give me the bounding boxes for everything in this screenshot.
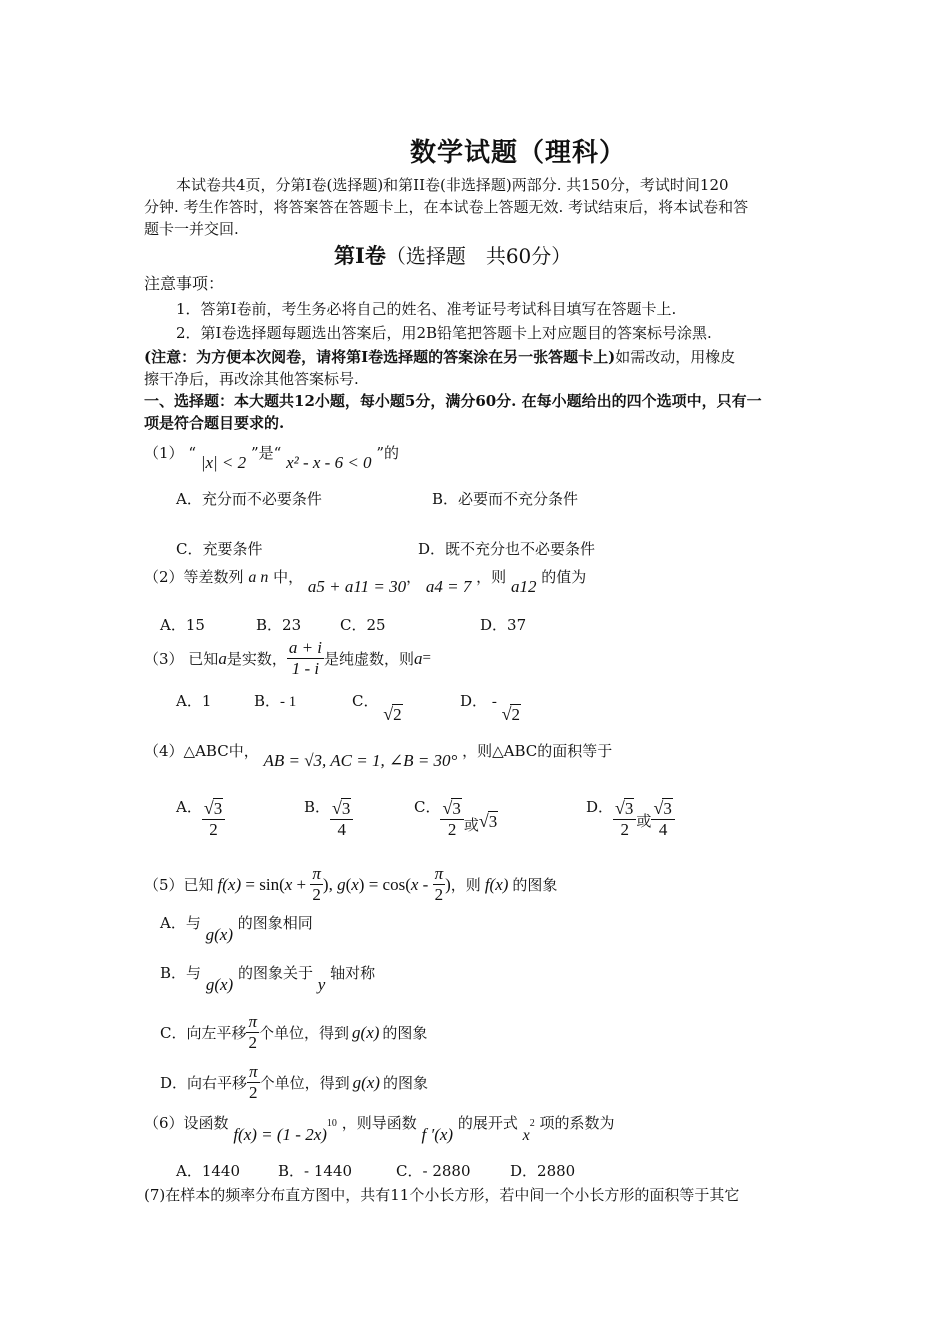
q4-c-den: 2 [447,820,457,839]
q5-option-c-text-a: C．向左平移 [160,1024,247,1042]
q1-option-a: A．充分而不必要条件 [176,490,322,508]
q4-option-d-fraction-2: √ 3 4 [651,798,674,840]
q4-text-b: ，则△ABC的面积等于 [462,742,613,760]
q4-option-c [414,796,498,840]
q1-text-1: “ [188,444,196,462]
intro-line-1: 本试卷共4页，分第I卷(选择题)和第II卷(非选择题)两部分. 共150分，考试时间120 [176,176,729,194]
q2-target: a12 [510,577,537,596]
q5-option-d [160,1062,428,1103]
q6-equation: f(x) = (1 - 2x) [233,1125,327,1144]
q4-option-b [304,796,353,840]
q5-option-c-fraction [246,1012,259,1053]
notice-item-3-line-2: 擦干净后，再改涂其他答案标号. [144,370,359,388]
q4-option-d-or: 或 [636,812,652,830]
q4-d-num1: 3 [624,799,634,818]
question-4-stem [144,740,613,770]
q3-fraction-denominator: 1 - i [291,659,320,678]
q3-option-d-sqrt: √ 2 [501,704,520,724]
section-title-rest: （选择题 共60分） [385,244,572,268]
q3-option-c-sqrt: √ 2 [383,704,402,724]
q6-option-c: C．- 2880 [396,1162,471,1180]
q5-option-c [160,1012,427,1053]
q3-option-c-value: 2 [393,705,402,724]
q6-option-d: D．2880 [510,1162,576,1180]
q5-stem-pi-2: π [434,864,444,883]
intro-line-3: 题卡一并交回. [144,220,239,238]
q4-option-b-label: B． [304,798,331,816]
q5-option-d-two: 2 [249,1083,258,1102]
q4-b-num: 3 [341,799,351,818]
q6-option-b: B．- 1440 [278,1162,353,1180]
part1-line-2: 项是符合题目要求的. [144,414,285,432]
q5-option-c-two: 2 [248,1033,257,1052]
q6-exponent: 10 [326,1118,337,1129]
q5-text-a: （5）已知 [144,876,214,894]
notice-item-3-bold: (注意：为方便本次阅卷，请将第Ⅰ卷选择题的答案涂在另一张答题卡上) [144,348,616,366]
q1-number: （1） [144,444,184,462]
q5-option-b-text-b: 的图象关于 [237,964,313,982]
q5-option-d-fraction [247,1062,260,1103]
q2-option-b: B．23 [256,616,302,634]
q2-equation-1: a5 + a11 = 30 [307,577,407,596]
q6-text-a: （6）设函数 [144,1114,229,1132]
q4-c-num: 3 [452,799,461,818]
q4-d-den1: 2 [620,820,629,839]
q4-option-a-fraction: √ 3 2 [202,798,225,840]
q5-fx-1: f(x) [217,874,242,894]
q5-option-a-text-b: 的图象相同 [237,914,313,932]
q5-option-c-text-c: 的图象 [382,1024,428,1042]
q2-text-b: 中， [273,568,304,586]
q1-condition-1: |x| < 2 [200,453,247,472]
question-5-stem: （5）已知 f(x) = sin(x + $\frac{\pi}{2}$ ), g(x) = cos(x - $\frac{\pi}{2}$ ) ，则 f(x) 的图象 [144,864,558,904]
intro-line-2: 分钟. 考生作答时，将答案答在答题卡上，在本试卷上答题无效. 考试结束后，将本试卷和答 [144,198,749,216]
q4-condition: AB = √3, AC = 1, ∠B = 30° [263,751,458,770]
q4-option-c-or: 或 [463,816,479,834]
q3-option-a: A．1 [176,692,212,710]
q1-option-c: C．充要条件 [176,540,263,558]
q5-option-d-gx: g(x) [352,1072,380,1092]
q5-option-b-gx: g(x) [205,975,234,994]
q5-option-b-text-c: 轴对称 [330,964,376,982]
q5-stem-fraction-2 [433,864,446,905]
q3-option-b-label: B． [254,692,281,710]
q4-option-c-sqrt: √ 3 [478,811,498,831]
q1-option-d: D．既不充分也不必要条件 [418,540,596,558]
q3-variable-2: a [414,648,423,668]
q2-option-d: D．37 [480,616,527,634]
q4-d-den2: 4 [658,820,668,839]
q5-option-c-gx: g(x) [352,1022,380,1042]
q4-option-a-label: A． [176,798,202,816]
q3-option-b-value: - 1 [280,694,297,710]
q2-text-d: 的值为 [541,568,587,586]
q3-variable: a [218,648,227,668]
q4-text-a: （4）△ABC中， [144,742,259,760]
q2-text-c: ，则 [476,568,507,586]
page-title: 数学试题（理科） [410,138,627,168]
notice-heading: 注意事项： [144,274,225,293]
notice-item-3-rest: 如需改动，用橡皮 [615,348,736,366]
q2-equation-2: a4 = 7 [425,577,472,596]
q3-option-b [254,690,296,711]
q6-x-exponent: 2 [529,1118,535,1129]
q5-option-d-pi: π [249,1062,258,1081]
q5-stem-two-1: 2 [312,885,321,904]
q3-text-b: 是实数， [226,650,287,668]
q2-sequence: a n [248,569,269,586]
q4-d-num2: 3 [663,799,672,818]
q4-a-den: 2 [209,820,218,839]
q6-fprime: f ′(x) [421,1125,454,1144]
section-title-bold: 第Ⅰ卷 [334,243,386,268]
question-3-stem: （3） 已知 a 是实数， $\frac{a + i}{1 - i}$ 是纯虚数，则 a = [144,638,432,678]
question-2-stem: （2）等差数列 a n 中， a5 + a11 = 30， a4 = 7 ，则 a12 的值为 [144,568,587,596]
q1-text-2: ”是“ [250,444,282,462]
q4-c-val: 3 [488,812,498,831]
section-heading [334,240,571,270]
q5-option-d-text-c: 的图象 [382,1074,428,1092]
q1-option-b: B．必要而不充分条件 [432,490,579,508]
q4-option-a [176,796,225,840]
q4-option-b-fraction: √ 3 4 [330,798,353,840]
q6-text-c: 的展开式 [457,1114,518,1132]
notice-item-3 [144,346,735,368]
q3-option-d: D． - √ 2 [460,692,520,724]
q3-option-c-label: C． [352,692,379,710]
q3-option-c [352,690,403,724]
part1-line-1: 一、选择题：本大题共12小题，每小题5分，满分60分. 在每小题给出的四个选项中，只有一 [144,392,762,410]
q5-stem-fraction-1 [310,864,323,905]
q6-option-a: A．1440 [176,1162,241,1180]
q4-a-num: 3 [213,799,223,818]
q3-text-a: （3） 已知 [144,650,219,668]
q3-option-d-label: D． [460,692,488,710]
q5-option-b-y: y [317,975,326,994]
q4-option-c-fraction: √ 3 2 [440,798,463,840]
q5-option-b-text-a: B．与 [160,964,202,982]
q4-b-den: 4 [337,820,346,839]
q1-text-3: ”的 [376,444,399,462]
q5-option-a [160,912,313,944]
q5-option-a-text-a: A．与 [160,914,201,932]
q2-option-c: C．25 [340,616,386,634]
q5-stem-two-2: 2 [434,885,444,904]
q1-condition-2: x² - x - 6 < 0 [286,453,372,472]
q6-x: x [522,1127,530,1144]
q5-option-a-gx: g(x) [205,925,233,944]
q5-option-c-pi: π [248,1012,258,1031]
notice-item-2: 2．第Ⅰ卷选择题每题选出答案后，用2B铅笔把答题卡上对应题目的答案标号涂黑. [176,324,712,342]
q6-text-d: 项的系数为 [539,1114,615,1132]
q6-text-b: ，则导函数 [341,1114,417,1132]
q3-text-c: 是纯虚数，则 [324,650,415,668]
question-6-stem [144,1112,615,1144]
question-7-line-1: (7)在样本的频率分布直方图中，共有11个小长方形，若中间一个小长方形的面积等于其它 [144,1186,740,1204]
q4-option-d [586,796,675,840]
q5-option-b [160,962,376,994]
q3-fraction [287,638,324,679]
q4-option-d-label: D． [586,798,614,816]
q5-text-c: 的图象 [512,876,558,894]
q2-option-a: A．15 [160,616,205,634]
q5-option-d-text-b: 个单位，得到 [259,1074,350,1092]
q5-option-d-text-a: D．向右平移 [160,1074,248,1092]
q5-stem-pi-1: π [312,864,321,883]
q2-text-a: （2）等差数列 [144,568,244,586]
q5-option-c-text-b: 个单位，得到 [259,1024,350,1042]
notice-item-1: 1．答第Ⅰ卷前，考生务必将自己的姓名、准考证号考试科目填写在答题卡上. [176,300,677,318]
q5-text-b: ，则 [450,876,481,894]
q4-option-c-label: C． [414,798,441,816]
question-1-stem [144,442,399,472]
q4-option-d-fraction-1: √ 3 2 [613,798,636,840]
q3-fraction-numerator: a + i [288,638,323,657]
q3-option-d-value: 2 [511,705,520,724]
q5-fx-2: f(x) [484,874,509,894]
